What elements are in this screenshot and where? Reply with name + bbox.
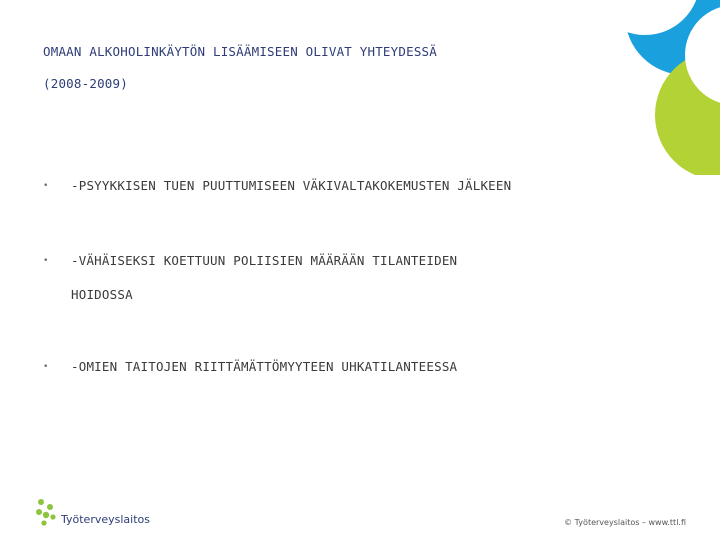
bullet-text: -OMIEN TAITOJEN RIITTÄMÄTTÖMYYTEEN UHKATILANTEESSA [71,359,458,374]
logo-figure-icon [35,498,57,526]
slide-title [43,36,583,100]
bullet-marker: • [43,362,49,372]
bullet-text: -PSYYKKISEN TUEN PUUTTUMISEEN VÄKIVALTAKOKEMUSTEN JÄLKEEN [71,178,512,193]
decorative-circles-graphic [560,0,720,175]
footer-copyright: © Työterveyslaitos – www.ttl.fi [564,518,686,527]
title-line-1: OMAAN ALKOHOLINKÄYTÖN LISÄÄMISEEN OLIVAT YHTEYDESSÄ [43,44,438,59]
title-line-2: (2008-2009) [43,76,128,91]
logo-text: Työterveyslaitos [61,512,150,526]
bullet-item-2-continuation: HOIDOSSA [71,287,133,302]
company-logo [35,498,150,526]
bullet-text: -VÄHÄISEKSI KOETTUUN POLIISIEN MÄÄRÄÄN TILANTEIDEN [71,253,458,268]
bullet-marker: • [43,256,49,266]
bullet-marker: • [43,181,49,191]
